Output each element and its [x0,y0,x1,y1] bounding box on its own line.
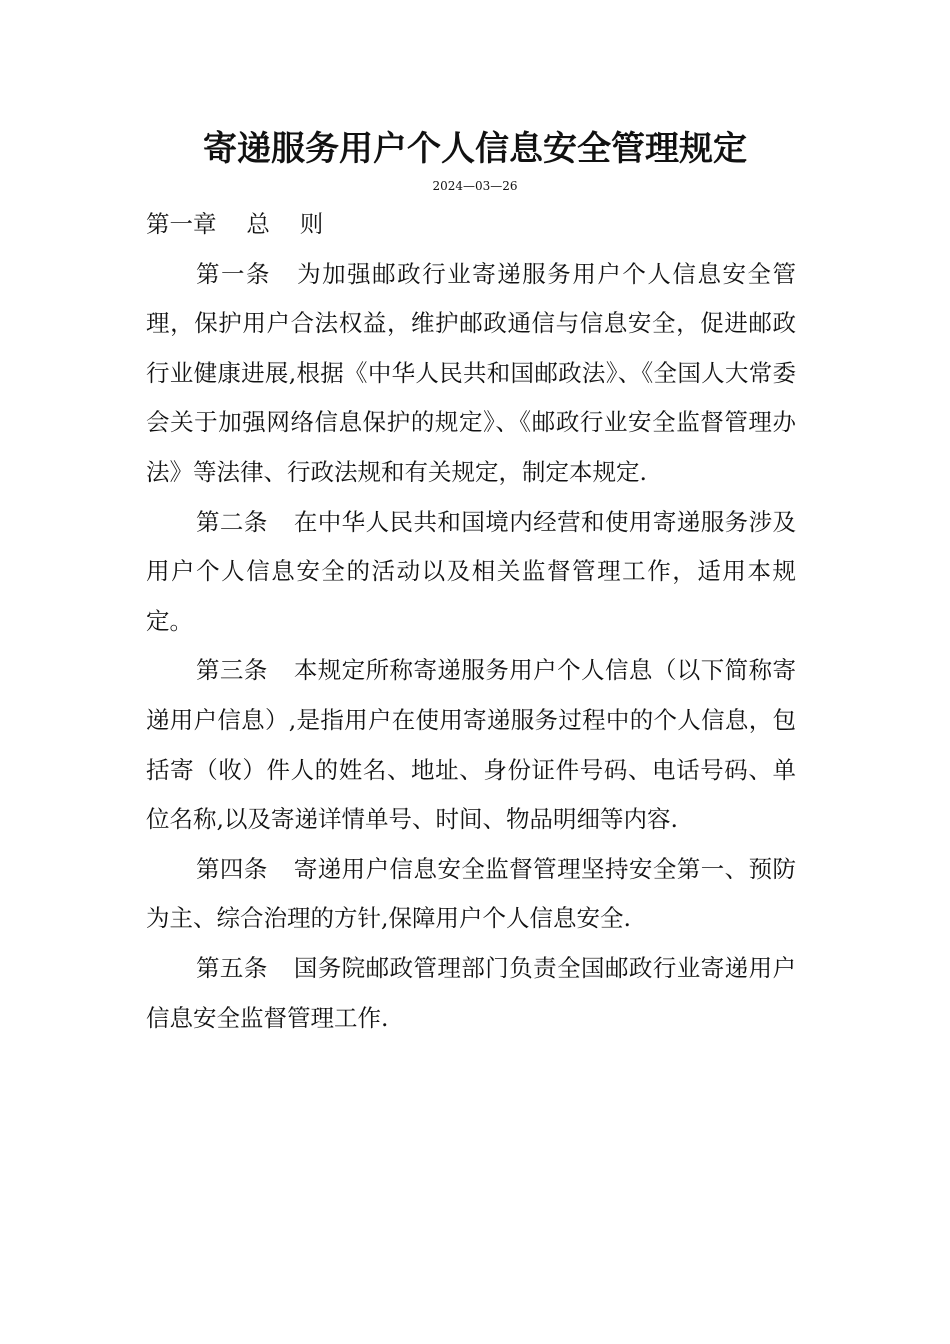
article-number: 第四条 [196,854,268,883]
article-text: 在中华人民共和国境内经营和使用寄递服务涉及用户个人信息安全的活动以及相关监督管理工作，适用本规定。 [146,507,797,635]
article-3 [146,646,796,844]
article-1 [146,250,796,498]
chapter-heading: 第一章 总 则 [146,210,324,238]
article-text: 本规定所称寄递服务用户个人信息（以下简称寄递用户信息）,是指用户在使用寄递服务过程中的个人信息，包括寄（收）件人的姓名、地址、身份证件号码、电话号码、单位名称,以及寄递详情单号、时间、物品明细等内容. [146,656,797,834]
article-4 [146,845,796,944]
article-2 [146,498,796,647]
article-5 [146,944,796,1043]
article-number: 第一条 [196,259,272,288]
article-text: 为加强邮政行业寄递服务用户个人信息安全管理，保护用户合法权益，维护邮政通信与信息安全，促进邮政行业健康进展,根据《中华人民共和国邮政法》、《全国人大常委会关于加强网络信息保护的规定》、《邮政行业安全监督管理办法》等法律、行政法规和有关规定，制定本规定. [146,259,797,486]
article-text: 寄递用户信息安全监督管理坚持安全第一、预防为主、综合治理的方针,保障用户个人信息安全. [146,854,797,933]
document-title: 寄递服务用户个人信息安全管理规定 [203,129,747,169]
article-number: 第五条 [196,953,268,982]
article-number: 第三条 [196,656,268,685]
document-date: 2024—03—26 [432,179,518,193]
document-body [146,200,796,1043]
article-number: 第二条 [196,507,268,536]
article-text: 国务院邮政管理部门负责全国邮政行业寄递用户信息安全监督管理工作. [146,953,797,1032]
